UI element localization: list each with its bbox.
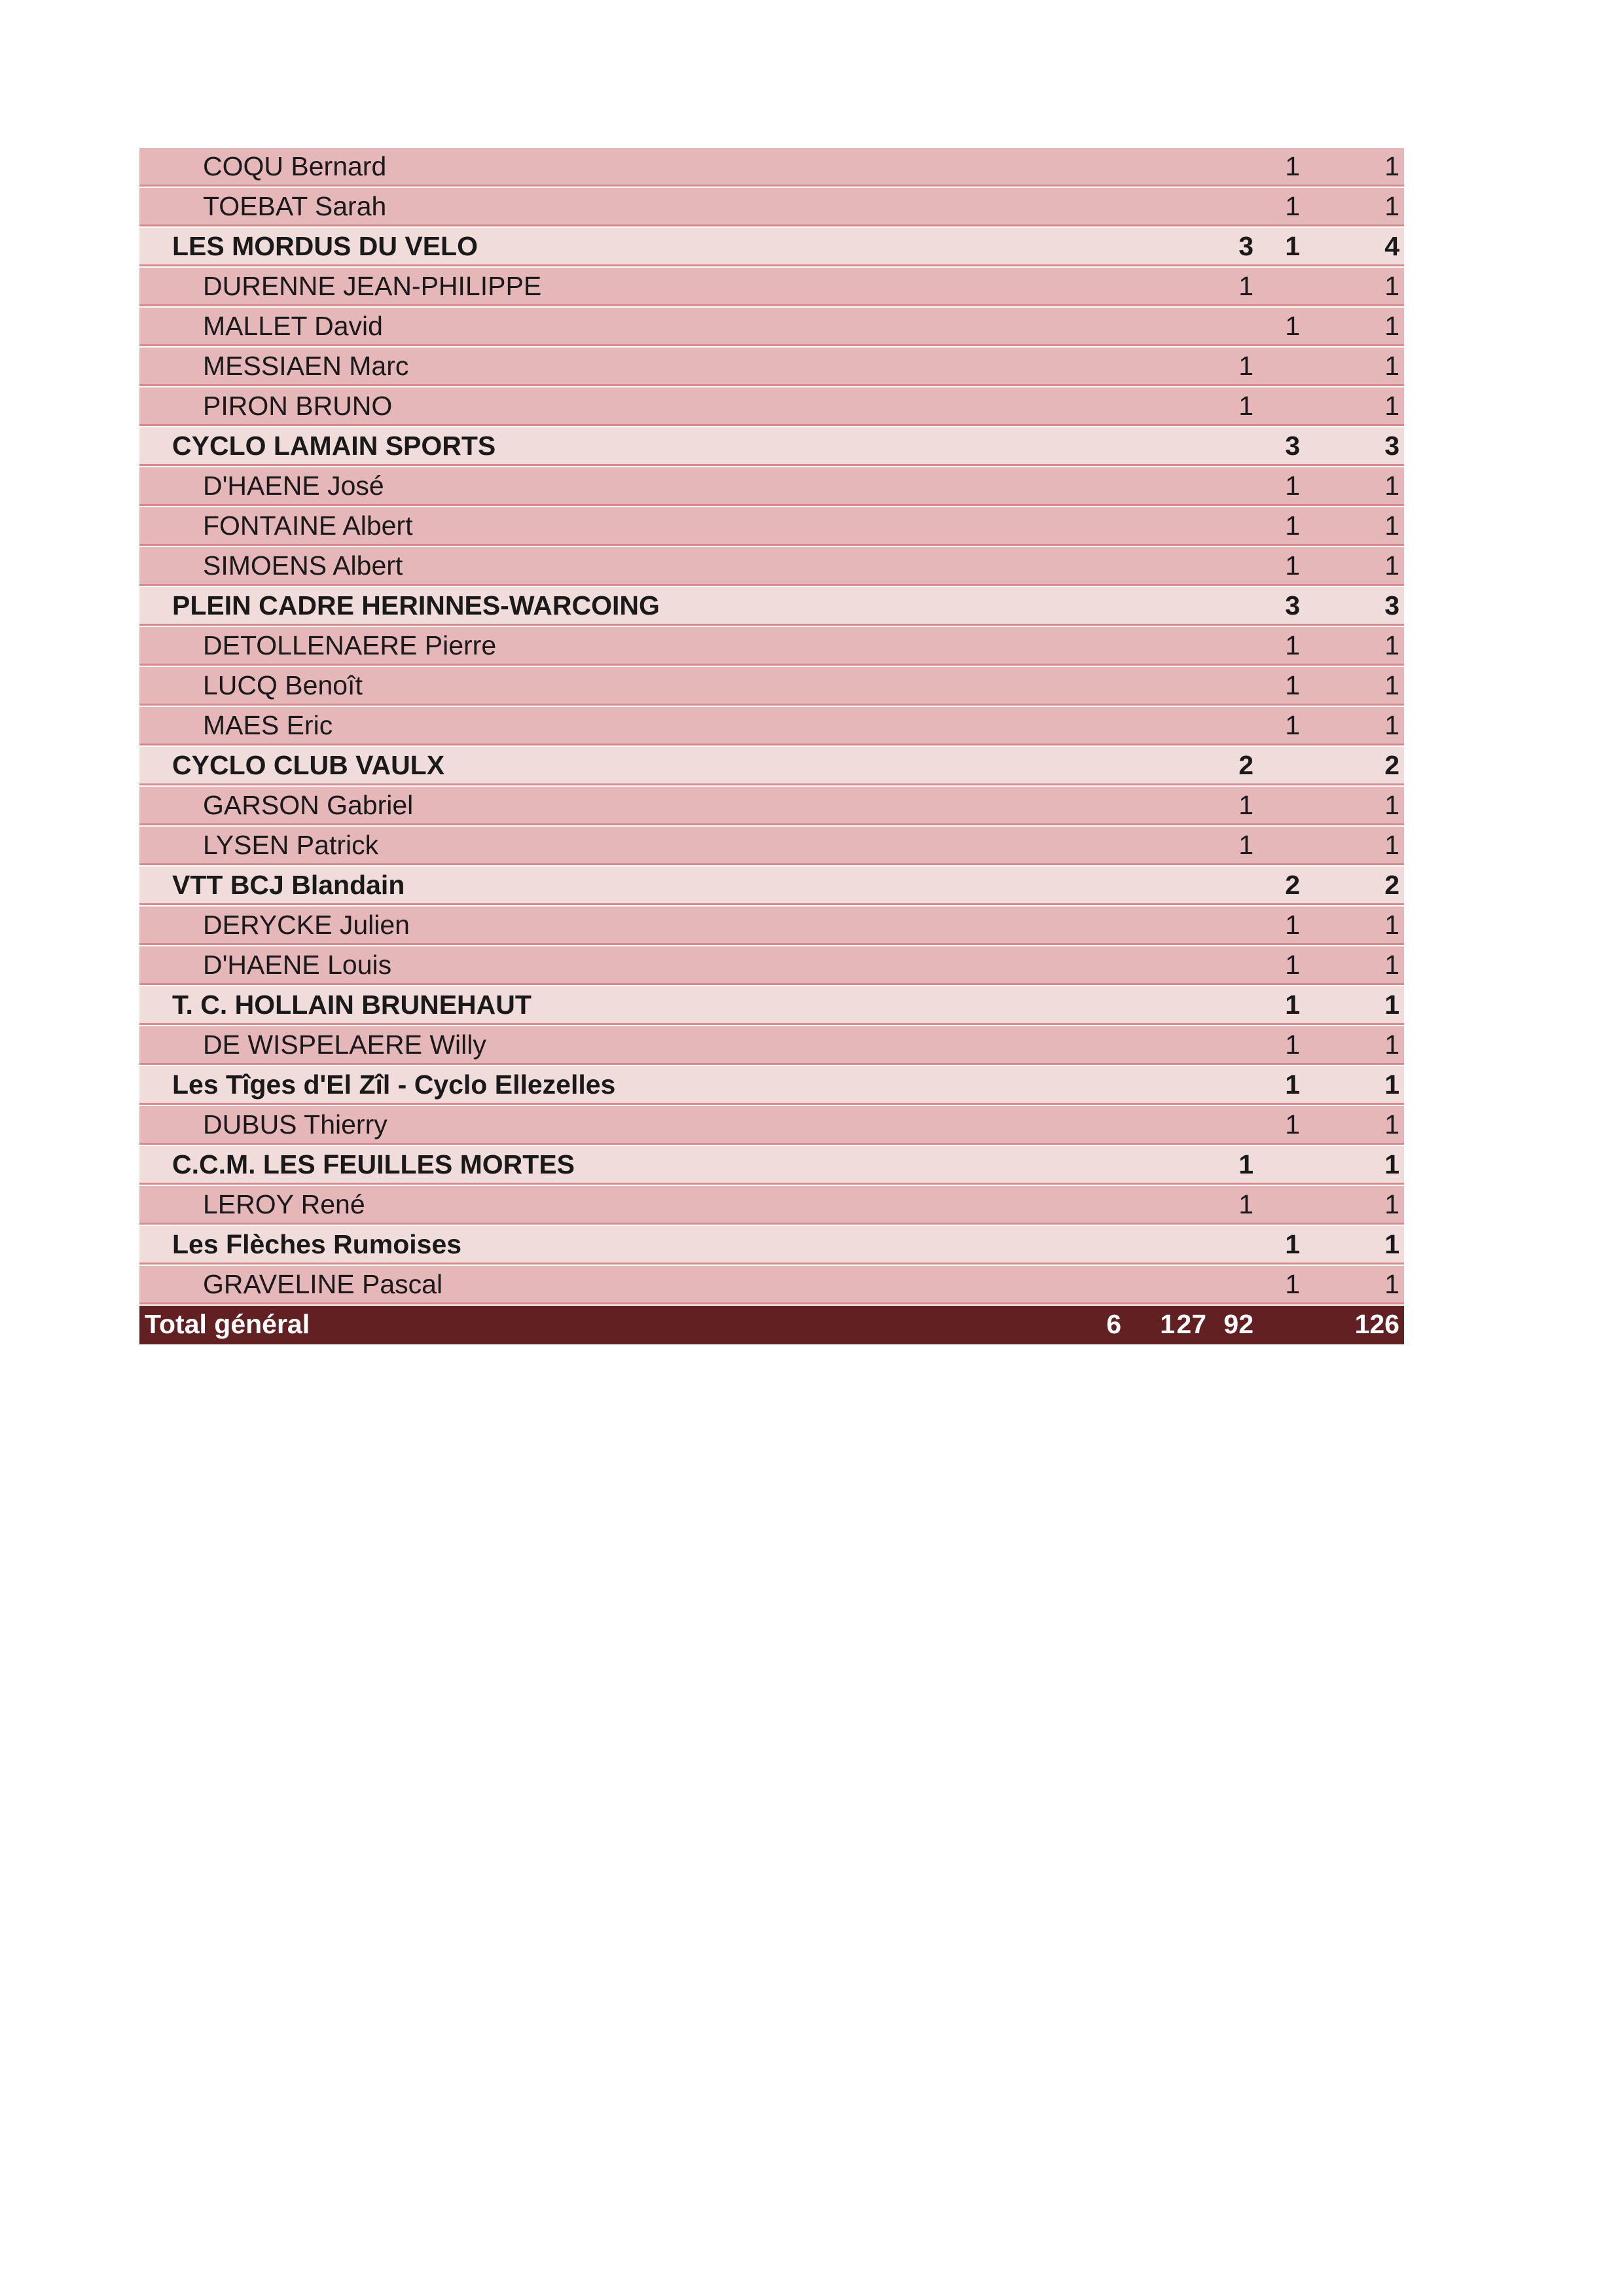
row-label: LYSEN Patrick xyxy=(203,830,379,860)
member-row xyxy=(139,547,1404,586)
member-row xyxy=(139,268,1404,306)
count-cell: 1 xyxy=(1238,271,1254,301)
row-total-cell: 1 xyxy=(1384,550,1399,581)
count-cell: 1 xyxy=(1238,1189,1254,1219)
row-total-cell: 1 xyxy=(1384,670,1399,700)
row-total-cell: 3 xyxy=(1384,590,1399,620)
member-row xyxy=(139,1186,1404,1225)
club-row xyxy=(139,867,1404,905)
row-label: DURENNE JEAN-PHILIPPE xyxy=(203,271,542,301)
member-row xyxy=(139,348,1404,386)
member-row xyxy=(139,906,1404,945)
row-total-cell: 2 xyxy=(1384,870,1399,900)
member-row xyxy=(139,787,1404,825)
member-row xyxy=(139,387,1404,426)
total-cell: 1 xyxy=(1160,1309,1175,1339)
row-label: DERYCKE Julien xyxy=(203,910,410,940)
count-cell: 1 xyxy=(1285,151,1300,181)
row-label: C.C.M. LES FEUILLES MORTES xyxy=(172,1149,575,1179)
count-cell: 1 xyxy=(1238,830,1254,860)
count-cell: 1 xyxy=(1238,790,1254,820)
row-total-cell: 1 xyxy=(1384,990,1399,1020)
count-cell: 2 xyxy=(1238,750,1254,780)
row-label: DE WISPELAERE Willy xyxy=(203,1030,486,1060)
member-row xyxy=(139,467,1404,506)
club-row xyxy=(139,1146,1404,1185)
count-cell: 1 xyxy=(1285,191,1300,221)
row-total-cell: 1 xyxy=(1384,830,1399,860)
row-total-cell: 1 xyxy=(1384,391,1399,421)
count-cell: 1 xyxy=(1285,471,1300,501)
row-label: Les Tîges d'El Zîl - Cyclo Ellezelles xyxy=(172,1069,616,1100)
row-total-cell: 1 xyxy=(1384,311,1399,341)
row-total-cell: 1 xyxy=(1384,1109,1399,1139)
club-row xyxy=(139,228,1404,266)
row-total-cell: 1 xyxy=(1384,1149,1399,1179)
total-cell: 92 xyxy=(1223,1309,1254,1339)
row-total-cell: 1 xyxy=(1384,1269,1399,1299)
count-cell: 1 xyxy=(1285,630,1300,660)
count-cell: 1 xyxy=(1285,950,1300,980)
row-total-cell: 4 xyxy=(1384,231,1399,261)
member-row xyxy=(139,507,1404,546)
row-total-cell: 1 xyxy=(1384,511,1399,541)
row-total-cell: 1 xyxy=(1384,710,1399,740)
row-total-cell: 1 xyxy=(1384,910,1399,940)
row-total-cell: 1 xyxy=(1384,1030,1399,1060)
row-label: TOEBAT Sarah xyxy=(203,191,387,221)
count-cell: 1 xyxy=(1285,1069,1300,1100)
count-cell: 1 xyxy=(1285,990,1300,1020)
count-cell: 1 xyxy=(1285,1109,1300,1139)
member-row xyxy=(139,1106,1404,1145)
row-total-cell: 1 xyxy=(1384,351,1399,381)
row-total-cell: 1 xyxy=(1384,790,1399,820)
grand-total-row xyxy=(139,1306,1404,1344)
count-cell: 1 xyxy=(1285,311,1300,341)
row-label: DETOLLENAERE Pierre xyxy=(203,630,497,660)
row-label: COQU Bernard xyxy=(203,151,387,181)
row-label: LEROY René xyxy=(203,1189,365,1219)
count-cell: 3 xyxy=(1285,431,1300,461)
row-label: LUCQ Benoît xyxy=(203,670,363,700)
row-label: T. C. HOLLAIN BRUNEHAUT xyxy=(172,990,532,1020)
row-label: CYCLO LAMAIN SPORTS xyxy=(172,431,496,461)
row-total-cell: 1 xyxy=(1384,1189,1399,1219)
count-cell: 1 xyxy=(1238,391,1254,421)
club-row xyxy=(139,587,1404,626)
count-cell: 1 xyxy=(1285,550,1300,581)
club-row xyxy=(139,1066,1404,1105)
row-label: D'HAENE José xyxy=(203,471,384,501)
count-cell: 3 xyxy=(1238,231,1254,261)
club-row xyxy=(139,986,1404,1025)
row-total-cell: 1 xyxy=(1384,271,1399,301)
row-total-cell: 1 xyxy=(1384,950,1399,980)
row-total-cell: 2 xyxy=(1384,750,1399,780)
club-row xyxy=(139,747,1404,785)
total-cell: 6 xyxy=(1106,1309,1121,1339)
grand-total-label: Total général xyxy=(145,1309,310,1339)
row-label: FONTAINE Albert xyxy=(203,511,413,541)
count-cell: 2 xyxy=(1285,870,1300,900)
member-row xyxy=(139,627,1404,666)
row-label: MAES Eric xyxy=(203,710,333,740)
row-label: GARSON Gabriel xyxy=(203,790,414,820)
member-row xyxy=(139,827,1404,865)
count-cell: 1 xyxy=(1285,910,1300,940)
count-cell: 1 xyxy=(1285,1030,1300,1060)
row-label: Les Flèches Rumoises xyxy=(172,1229,462,1259)
club-row xyxy=(139,1226,1404,1265)
row-label: MESSIAEN Marc xyxy=(203,351,409,381)
row-label: D'HAENE Louis xyxy=(203,950,392,980)
pivot-table xyxy=(139,148,1404,1346)
count-cell: 1 xyxy=(1285,511,1300,541)
member-row xyxy=(139,148,1404,187)
row-total-cell: 1 xyxy=(1384,471,1399,501)
count-cell: 1 xyxy=(1285,231,1300,261)
count-cell: 1 xyxy=(1285,1269,1300,1299)
count-cell: 1 xyxy=(1285,1229,1300,1259)
count-cell: 1 xyxy=(1238,351,1254,381)
row-label: PIRON BRUNO xyxy=(203,391,393,421)
member-row xyxy=(139,1266,1404,1304)
row-total-cell: 1 xyxy=(1384,191,1399,221)
member-row xyxy=(139,946,1404,985)
row-label: PLEIN CADRE HERINNES-WARCOING xyxy=(172,590,660,620)
total-cell: 27 xyxy=(1176,1309,1206,1339)
count-cell: 1 xyxy=(1285,710,1300,740)
grand-total-value: 126 xyxy=(1354,1309,1399,1339)
row-label: VTT BCJ Blandain xyxy=(172,870,405,900)
row-label: DUBUS Thierry xyxy=(203,1109,388,1139)
row-total-cell: 1 xyxy=(1384,151,1399,181)
row-label: SIMOENS Albert xyxy=(203,550,403,581)
club-row xyxy=(139,427,1404,466)
member-row xyxy=(139,188,1404,226)
count-cell: 3 xyxy=(1285,590,1300,620)
row-label: MALLET David xyxy=(203,311,383,341)
row-label: CYCLO CLUB VAULX xyxy=(172,750,445,780)
row-label: LES MORDUS DU VELO xyxy=(172,231,478,261)
row-label: GRAVELINE Pascal xyxy=(203,1269,443,1299)
member-row xyxy=(139,1026,1404,1065)
row-total-cell: 1 xyxy=(1384,1069,1399,1100)
member-row xyxy=(139,707,1404,745)
row-total-cell: 1 xyxy=(1384,630,1399,660)
row-total-cell: 3 xyxy=(1384,431,1399,461)
count-cell: 1 xyxy=(1285,670,1300,700)
member-row xyxy=(139,667,1404,706)
member-row xyxy=(139,308,1404,346)
row-total-cell: 1 xyxy=(1384,1229,1399,1259)
count-cell: 1 xyxy=(1238,1149,1254,1179)
